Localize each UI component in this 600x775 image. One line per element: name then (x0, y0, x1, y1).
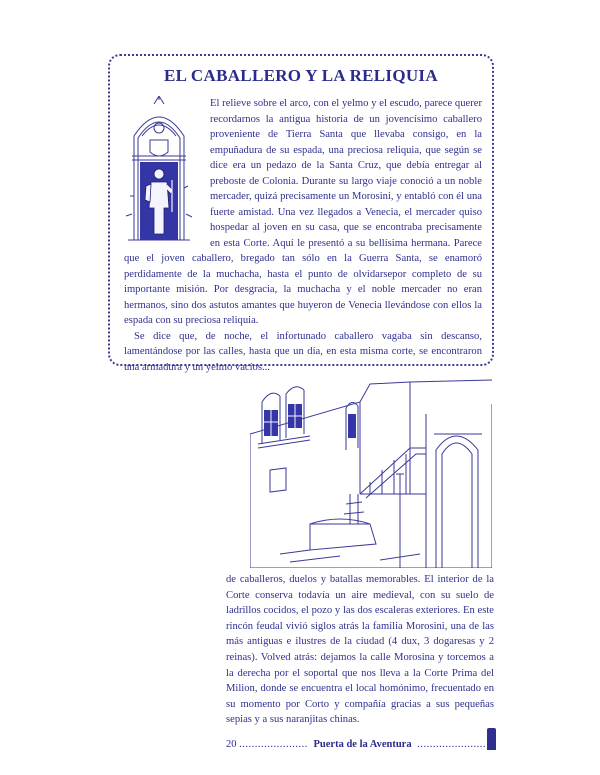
courtyard-illustration (250, 374, 492, 568)
page-footer (226, 739, 488, 750)
page-number: 20 (226, 739, 237, 750)
footer-dots-left: ...................... (239, 739, 308, 750)
footer-dots-right: ...................... (417, 739, 486, 750)
legend-paragraph-1: El relieve sobre el arco, con el yelmo y el escudo, parece querer recordarnos la antigua historia de un jovencísimo caballero proveniente de Tierra Santa que llevaba consigo, en la empuñadura de su espada, una preciosa reliquia, que según se dice era un pedazo de la Santa Cruz, que debía entregar al preboste de Colonia. Durante su largo viaje conoció a un noble mercader, quizá precisamente un Morosini, y entabló con él una fuerte amistad. Una vez llegados a Venecia, el mercader quiso hospedar al joven en su casa, que se encontraba precisamente en esta Corte. Aquí le presentó a su bellísima hermana. Parece que el joven caballero, bregado tan sólo en la Guerra Santa, se enamoró perdidamente de la muchacha, hasta el punto de olvidarsepor completo de su importante misión. Por desgracia, la muchacha y el noble mercader no eran hermanos, sino dos astutos amantes que huyeron de Venecia llevándose con ellos la espada con su preciosa reliquia. (124, 98, 482, 326)
bookmark-tab-icon (487, 728, 496, 750)
legend-title: EL CABALLERO Y LA RELIQUIA (164, 66, 438, 85)
legend-paragraph-2: Se dice que, de noche, el infortunado caballero vagaba sin descanso, lamentándose por las calles, hasta que un día, en esta misma corte, se encontraron una armadura y un yelmo vacíos... (124, 330, 482, 373)
illustration-spacer (124, 96, 210, 246)
legend-box (108, 54, 494, 373)
body-paragraph: de caballeros, duelos y batallas memorables. El interior de la Corte conserva todavía un aire medieval, con su suelo de ladrillos cocidos, el pozo y las dos escaleras exteriores. En este rincón feudal vivió siglos atrás la familia Morosini, una de las más antiguas e ilustres de la ciudad (4 dux, 3 dogaresas y 2 reinas). Volved atrás: dejamos la calle Morosina y torcemos a la derecha por el soportal que nos lleva a la Corte Prima del Milion, donde se encuentra el local homónimo, frecuentado en su momento por Corto y compañía gracias a sus pequeñas sepias y a sus naranjitas chinas. (226, 574, 494, 726)
book-title: Puerta de la Aventura (313, 739, 412, 750)
legend-text (124, 96, 482, 375)
